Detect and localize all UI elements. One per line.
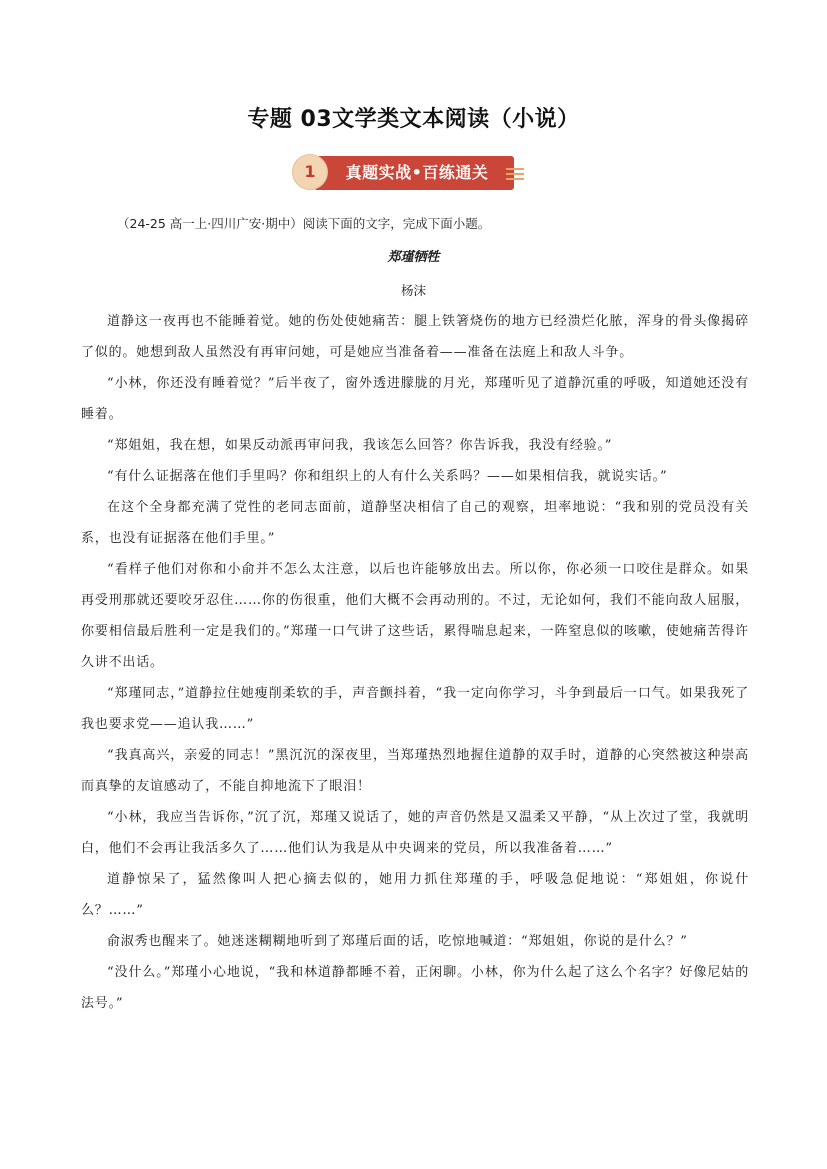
banner-text: 真题实战•百练通关 bbox=[345, 163, 489, 182]
paragraph: 在这个全身都充满了党性的老同志面前，道静坚决相信了自己的观察，坦率地说：“我和别的党员没有关系，也没有证据落在他们手里。” bbox=[81, 500, 749, 546]
paragraph: “小林，你还没有睡着觉？”后半夜了，窗外透进朦胧的月光，郑瑾听见了道静沉重的呼吸，知道她还没有睡着。 bbox=[81, 376, 749, 422]
paragraph: “郑瑾同志，”道静拉住她瘦削柔软的手，声音颤抖着，“我一定向你学习，斗争到最后一口气。如果我死了我也要求党——追认我……” bbox=[81, 686, 749, 732]
paragraph: 道静惊呆了，猛然像叫人把心摘去似的，她用力抓住郑瑾的手，呼吸急促地说：“郑姐姐，你说什么？……” bbox=[81, 872, 749, 918]
question-source: （24-25 高一上·四川广安·期中）阅读下面的文字，完成下面小题。 bbox=[117, 216, 491, 231]
story-body bbox=[81, 306, 749, 1019]
banner-decoration-icon bbox=[506, 168, 524, 182]
banner-number: 1 bbox=[304, 162, 316, 181]
paragraph: “看样子他们对你和小俞并不怎么太注意，以后也许能够放出去。所以你，你必须一口咬住是群众。如果再受刑那就还要咬牙忍住……你的伤很重，他们大概不会再动刑的。不过，无论如何，我们不能向敌人屈服，你要相信最后胜利一定是我们的。”郑瑾一口气讲了这些话，累得喘息起来，一阵窒息似的咳嗽，使她痛苦得许久讲不出话。 bbox=[81, 562, 749, 670]
section-banner bbox=[292, 154, 532, 192]
paragraph: “有什么证据落在他们手里吗？你和组织上的人有什么关系吗？——如果相信我，就说实话。” bbox=[107, 469, 668, 484]
paragraph: “没什么。”郑瑾小心地说，“我和林道静都睡不着，正闲聊。小林，你为什么起了这么个名字？好像尼姑的法号。” bbox=[81, 965, 749, 1011]
paragraph: “小林，我应当告诉你，”沉了沉，郑瑾又说话了，她的声音仍然是又温柔又平静，“从上次过了堂，我就明白，他们不会再让我活多久了……他们认为我是从中央调来的党员，所以我准备着……” bbox=[81, 810, 749, 856]
paragraph: 道静这一夜再也不能睡着觉。她的伤处使她痛苦：腿上铁箸烧伤的地方已经溃烂化脓，浑身的骨头像揭碎了似的。她想到敌人虽然没有再审问她，可是她应当准备着——准备在法庭上和敌人斗争。 bbox=[81, 314, 749, 360]
story-author: 杨沫 bbox=[400, 283, 426, 298]
story-title: 郑瑾牺牲 bbox=[387, 250, 440, 265]
paragraph: 俞淑秀也醒来了。她迷迷糊糊地听到了郑瑾后面的话，吃惊地喊道：“郑姐姐，你说的是什么？” bbox=[107, 934, 688, 949]
paragraph: “郑姐姐，我在想，如果反动派再审问我，我该怎么回答？你告诉我，我没有经验。” bbox=[107, 438, 613, 453]
page-title: 专题 03文学类文本阅读（小说） bbox=[247, 107, 580, 132]
paragraph: “我真高兴，亲爱的同志！”黑沉沉的深夜里，当郑瑾热烈地握住道静的双手时，道静的心突然被这种崇高而真挚的友谊感动了，不能自抑地流下了眼泪！ bbox=[81, 748, 749, 794]
